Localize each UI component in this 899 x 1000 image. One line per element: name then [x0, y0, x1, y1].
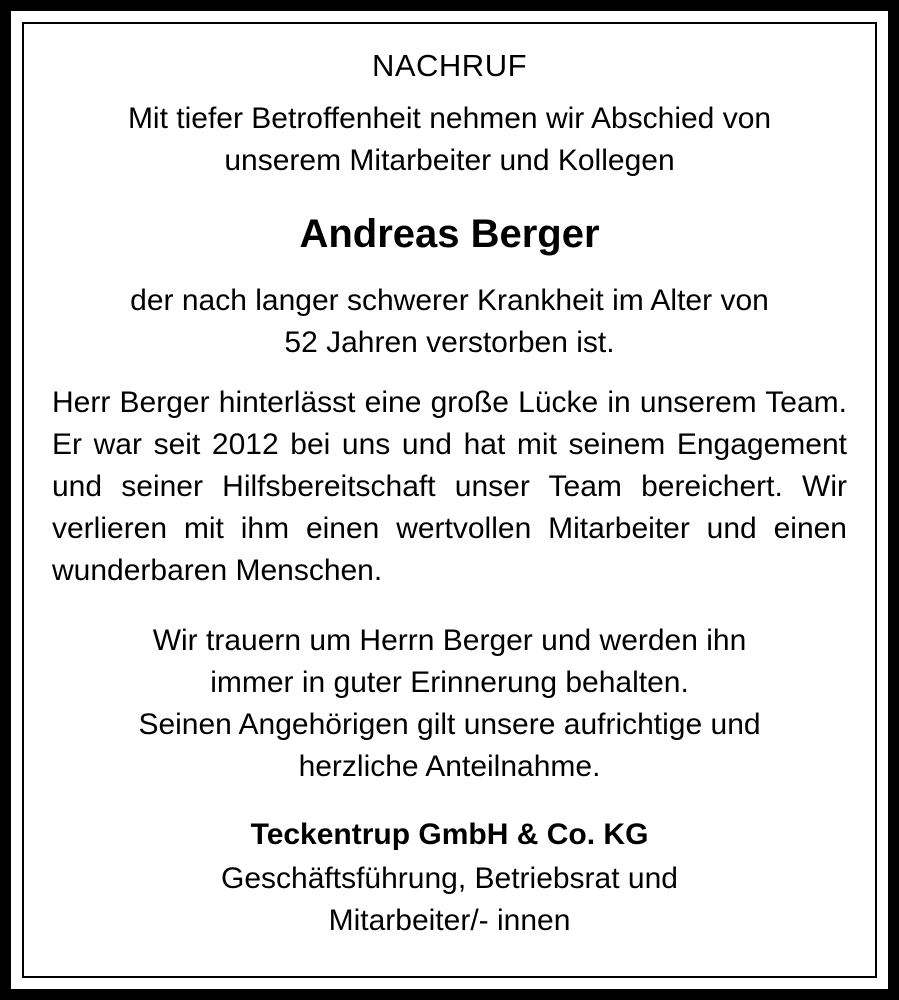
- intro-line-1: Mit tiefer Betroffenheit nehmen wir Abschied von: [127, 102, 772, 135]
- subline-line-1: der nach langer schwerer Krankheit im Alter von: [130, 284, 769, 317]
- signatory-line-2: Mitarbeiter/- innen: [328, 904, 571, 937]
- signatories: [52, 858, 847, 942]
- subline-line-2: 52 Jahren verstorben ist.: [284, 326, 615, 359]
- signatory-line-1: Geschäftsführung, Betriebsrat und: [221, 862, 678, 895]
- tribute-body-text: Herr Berger hinterlässt eine große Lücke in unserem Team. Er war seit 2012 bei uns und hat mit seinem Engagement und seiner Hilfsbereitschaft unser Team bereichert. Wir verlieren mit ihm einen wertvollen Mitarbeiter und einen wunderbaren Menschen.: [52, 386, 847, 587]
- obituary-notice: [22, 22, 877, 978]
- intro-paragraph: [52, 98, 847, 182]
- memorial-line-1: Wir trauern um Herrn Berger und werden ihn: [152, 624, 747, 657]
- company-name: Teckentrup GmbH & Co. KG: [250, 818, 649, 851]
- memorial-line-3: Seinen Angehörigen gilt unsere aufrichtige und: [138, 708, 761, 741]
- deceased-name: Andreas Berger: [299, 212, 600, 256]
- notice-heading: NACHRUF: [371, 48, 528, 83]
- subline-paragraph: [52, 280, 847, 364]
- memorial-line-4: herzliche Anteilnahme.: [298, 750, 601, 783]
- memorial-paragraph: [52, 620, 847, 788]
- intro-line-2: unserem Mitarbeiter und Kollegen: [224, 144, 675, 177]
- memorial-line-2: immer in guter Erinnerung behalten.: [210, 666, 689, 699]
